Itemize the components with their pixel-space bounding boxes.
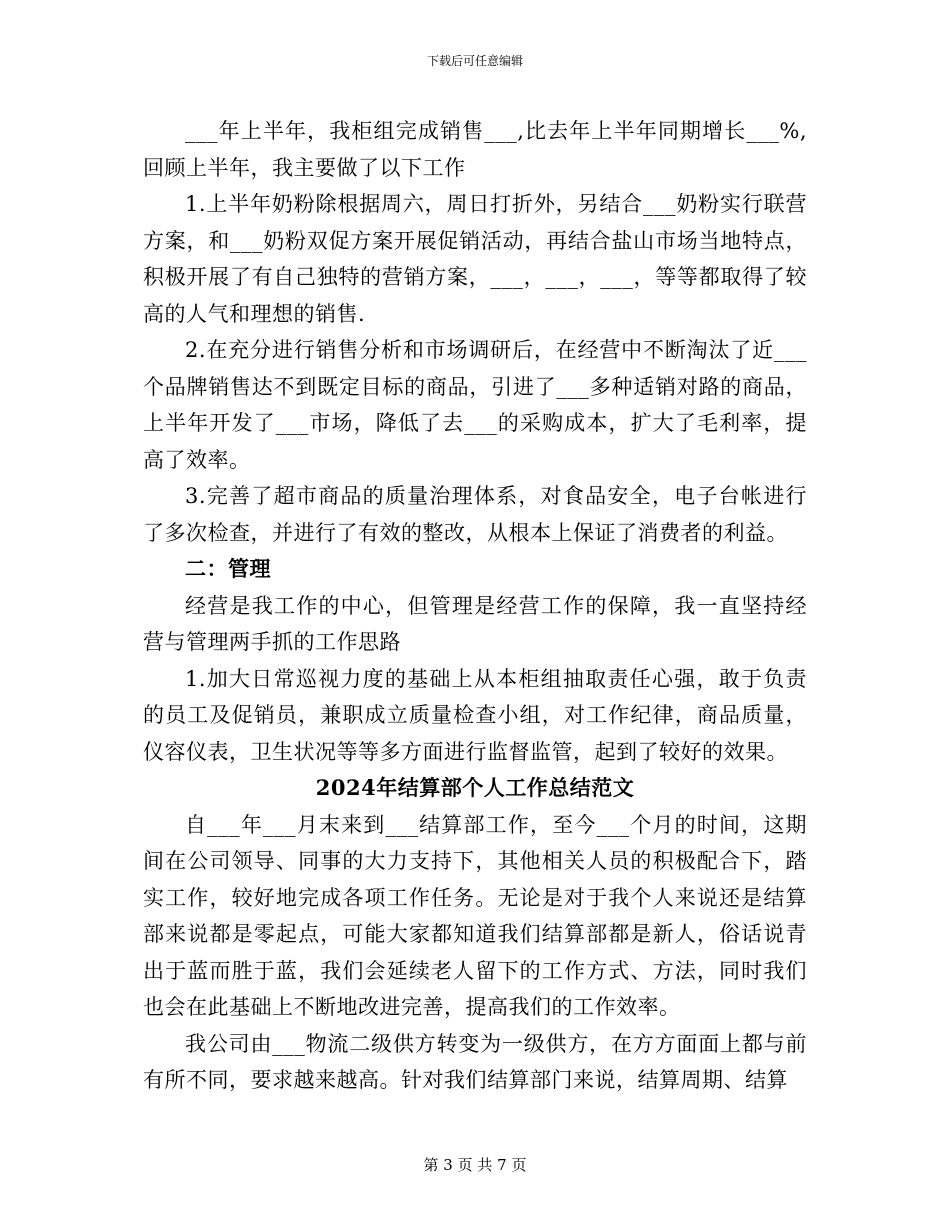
paragraph-item-1-promotion: 1.上半年奶粉除根据周六，周日打折外，另结合___奶粉实行联营方案，和___奶粉双促方案开展促销活动，再结合盐山市场当地特点，积极开展了有自己独特的营销方案，___，___，___，等等都取得了较高的人气和理想的销售.	[143, 192, 807, 326]
section-heading-management: 二：管理	[185, 556, 271, 581]
paragraph-item-2-products: 2.在充分进行销售分析和市场调研后，在经营中不断淘汰了近___个品牌销售达不到既定目标的商品，引进了___多种适销对路的商品，上半年开发了___市场，降低了去___的采购成本，扩大了毛利率，提高了效率。	[143, 338, 807, 472]
paragraph-management-intro: 经营是我工作的中心，但管理是经营工作的保障，我一直坚持经营与管理两手抓的工作思路	[143, 593, 807, 654]
paragraph-settlement-supplier: 我公司由___物流二级供方转变为一级供方，在方方面面上都与前有所不同，要求越来越高。针对我们结算部门来说，结算周期、结算	[143, 1031, 807, 1092]
paragraph-sales-summary: ___年上半年，我柜组完成销售___,比去年上半年同期增长___%,回顾上半年，我主要做了以下工作	[143, 119, 807, 180]
document-body	[143, 113, 807, 1099]
page-number-footer: 第 3 页 共 7 页	[423, 1156, 527, 1174]
paragraph-management-item-1: 1.加大日常巡视力度的基础上从本柜组抽取责任心强，敢于负责的员工及促销员，兼职成立质量检查小组，对工作纪律，商品质量，仪容仪表，卫生状况等等多方面进行监督监管，起到了较好的效果。	[143, 666, 807, 764]
header-note: 下载后可任意编辑	[426, 54, 523, 68]
paragraph-settlement-intro: 自___年___月末来到___结算部工作，至今___个月的时间，这期间在公司领导、同事的大力支持下，其他相关人员的积极配合下，踏实工作，较好地完成各项工作任务。无论是对于我个人来说还是结算部来说都是零起点，可能大家都知道我们结算部都是新人，俗话说青出于蓝而胜于蓝，我们会延续老人留下的工作方式、方法，同时我们也会在此基础上不断地改进完善，提高我们的工作效率。	[143, 812, 807, 1019]
article-title: 2024年结算部个人工作总结范文	[315, 775, 635, 800]
paragraph-item-3-quality: 3.完善了超市商品的质量治理体系，对食品安全，电子台帐进行了多次检查，并进行了有效的整改，从根本上保证了消费者的利益。	[143, 484, 807, 545]
